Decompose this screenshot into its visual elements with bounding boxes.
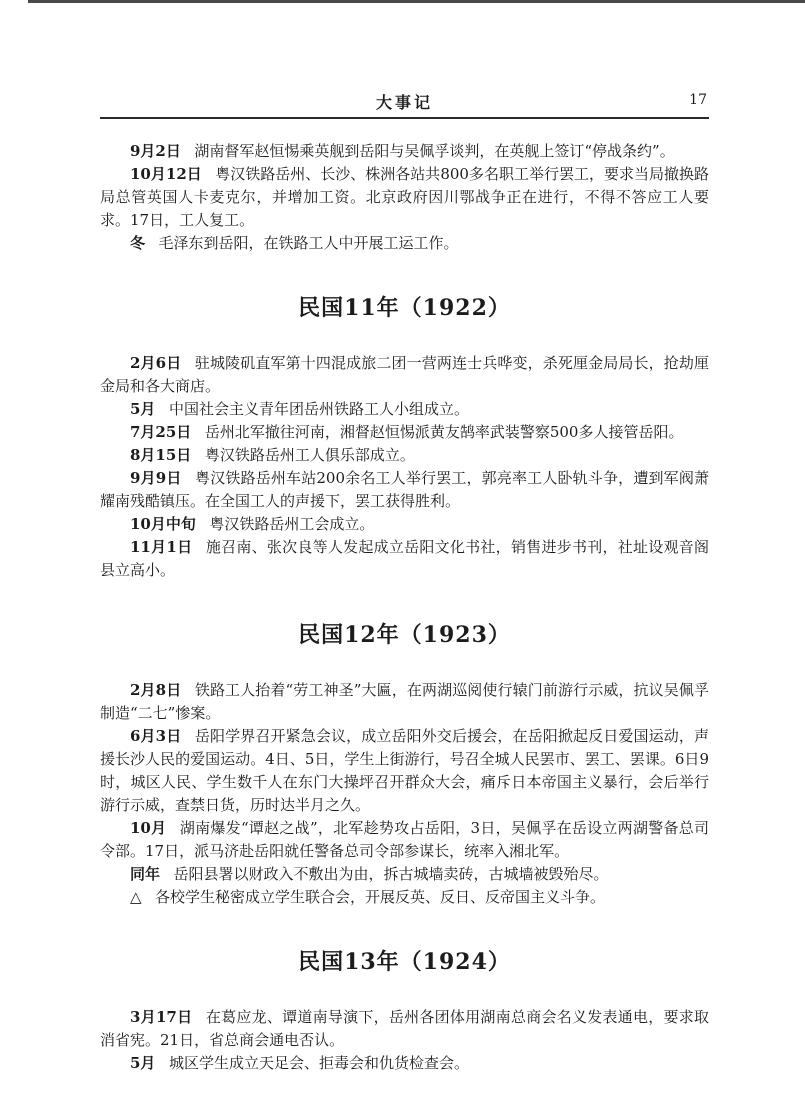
entry-date: 10月	[130, 819, 167, 837]
entry-text: 岳州北军撤往河南，湘督赵恒惕派黄友鹄率武装警察500多人接管岳阳。	[204, 423, 684, 441]
entry	[100, 1006, 709, 1052]
entry	[100, 536, 709, 582]
entry-date: 10月12日	[130, 165, 202, 183]
section-heading-1924: 民国13年（1924）	[298, 949, 511, 975]
entry-date: 3月17日	[130, 1008, 193, 1026]
entry-text: 粤汉铁路岳州、长沙、株洲各站共800多名职工举行罢工，要求当局撤换路局总管英国人卡麦克尔，并增加工资。北京政府因川鄂战争正在进行，不得不答应工人要求。17日，工人复工。	[100, 165, 709, 229]
entry-text: 毛泽东到岳阳，在铁路工人中开展工运工作。	[158, 234, 459, 252]
entry	[100, 352, 709, 398]
entry	[100, 163, 709, 232]
header-rule	[100, 117, 709, 119]
entry-text: 在葛应龙、谭道南导演下，岳州各团体用湖南总商会名义发表通电，要求取消省宪。21日，省总商会通电否认。	[100, 1008, 710, 1049]
entry-text: 施召南、张次良等人发起成立岳阳文化书社，销售进步书刊，社址设观音阁县立高小。	[100, 538, 710, 579]
page-number: 17	[689, 92, 707, 108]
entry	[100, 467, 709, 513]
entry-text: 湖南爆发“谭赵之战”，北军趁势攻占岳阳，3日，吴佩孚在岳设立两湖警备总司令部。17日，派马济赴岳阳就任警备总司令部参谋长，统率入湘北军。	[100, 819, 709, 860]
entry	[100, 725, 709, 817]
entry-date: 同年	[130, 865, 161, 883]
entry	[100, 140, 709, 163]
entry-text: 湖南督军赵恒惕乘英舰到岳阳与吴佩孚谈判，在英舰上签订“停战条约”。	[194, 142, 675, 160]
entry-date: 6月3日	[130, 727, 182, 745]
section-heading-1923: 民国12年（1923）	[298, 622, 511, 648]
entry-text: 各校学生秘密成立学生联合会，开展反英、反日、反帝国主义斗争。	[155, 888, 606, 906]
scan-edge-artifact	[28, 0, 805, 3]
section-1922	[100, 352, 709, 582]
entry	[100, 679, 709, 725]
entry	[100, 817, 709, 863]
entry	[100, 398, 709, 421]
entry	[100, 1052, 709, 1075]
section-1924	[100, 1006, 709, 1075]
entry-date: 5月	[130, 1054, 156, 1072]
entry-text: 粤汉铁路岳州车站200余名工人举行罢工，郭亮率工人卧轨斗争，遭到军阀萧耀南残酷镇压。在全国工人的声援下，罢工获得胜利。	[100, 469, 710, 510]
section-heading-1922: 民国11年（1922）	[298, 295, 511, 321]
entry-date: 8月15日	[130, 446, 192, 464]
entry	[100, 886, 709, 909]
entry	[100, 421, 709, 444]
entry-text: 岳阳县署以财政入不敷出为由，拆古城墙卖砖，古城墙被毁殆尽。	[173, 865, 609, 883]
entry-text: 铁路工人抬着“劳工神圣”大匾，在两湖巡阅使行辕门前游行示威，抗议吴佩孚制造“二七”惨案。	[100, 681, 709, 722]
entry-text: 粤汉铁路岳州工人俱乐部成立。	[204, 446, 415, 464]
entry-date: 7月25日	[130, 423, 192, 441]
entry-date: 冬	[130, 234, 146, 252]
page-title: 大事记	[375, 93, 433, 112]
triangle-marker: △	[130, 888, 142, 906]
section-1923	[100, 679, 709, 909]
entry-text: 粤汉铁路岳州工会成立。	[209, 515, 375, 533]
entry	[100, 863, 709, 886]
entry-date: 10月中旬	[130, 515, 196, 533]
entry	[100, 513, 709, 536]
entry	[100, 444, 709, 467]
section-continued	[100, 140, 709, 255]
entry-date: 5月	[130, 400, 156, 418]
entry-date: 9月9日	[130, 469, 182, 487]
entry-text: 城区学生成立天足会、拒毒会和仇货检查会。	[168, 1054, 469, 1072]
page-body	[100, 140, 709, 1075]
entry-date: 2月8日	[130, 681, 182, 699]
entry-date: 11月1日	[130, 538, 193, 556]
entry	[100, 232, 709, 255]
entry-date: 2月6日	[130, 354, 182, 372]
entry-text: 岳阳学界召开紧急会议，成立岳阳外交后援会，在岳阳掀起反日爱国运动，声援长沙人民的爱国运动。4日、5日，学生上街游行，号召全城人民罢市、罢工、罢课。6日9时，城区人民、学生数千人在东门大操坪召开群众大会，痛斥日本帝国主义暴行，会后举行游行示威，查禁日货，历时达半月之久。	[100, 727, 709, 814]
entry-text: 驻城陵矶直军第十四混成旅二团一营两连士兵哗变，杀死厘金局局长，抢劫厘金局和各大商店。	[100, 354, 709, 395]
page-header	[100, 90, 709, 112]
entry-date: 9月2日	[130, 142, 181, 160]
entry-text: 中国社会主义青年团岳州铁路工人小组成立。	[168, 400, 469, 418]
